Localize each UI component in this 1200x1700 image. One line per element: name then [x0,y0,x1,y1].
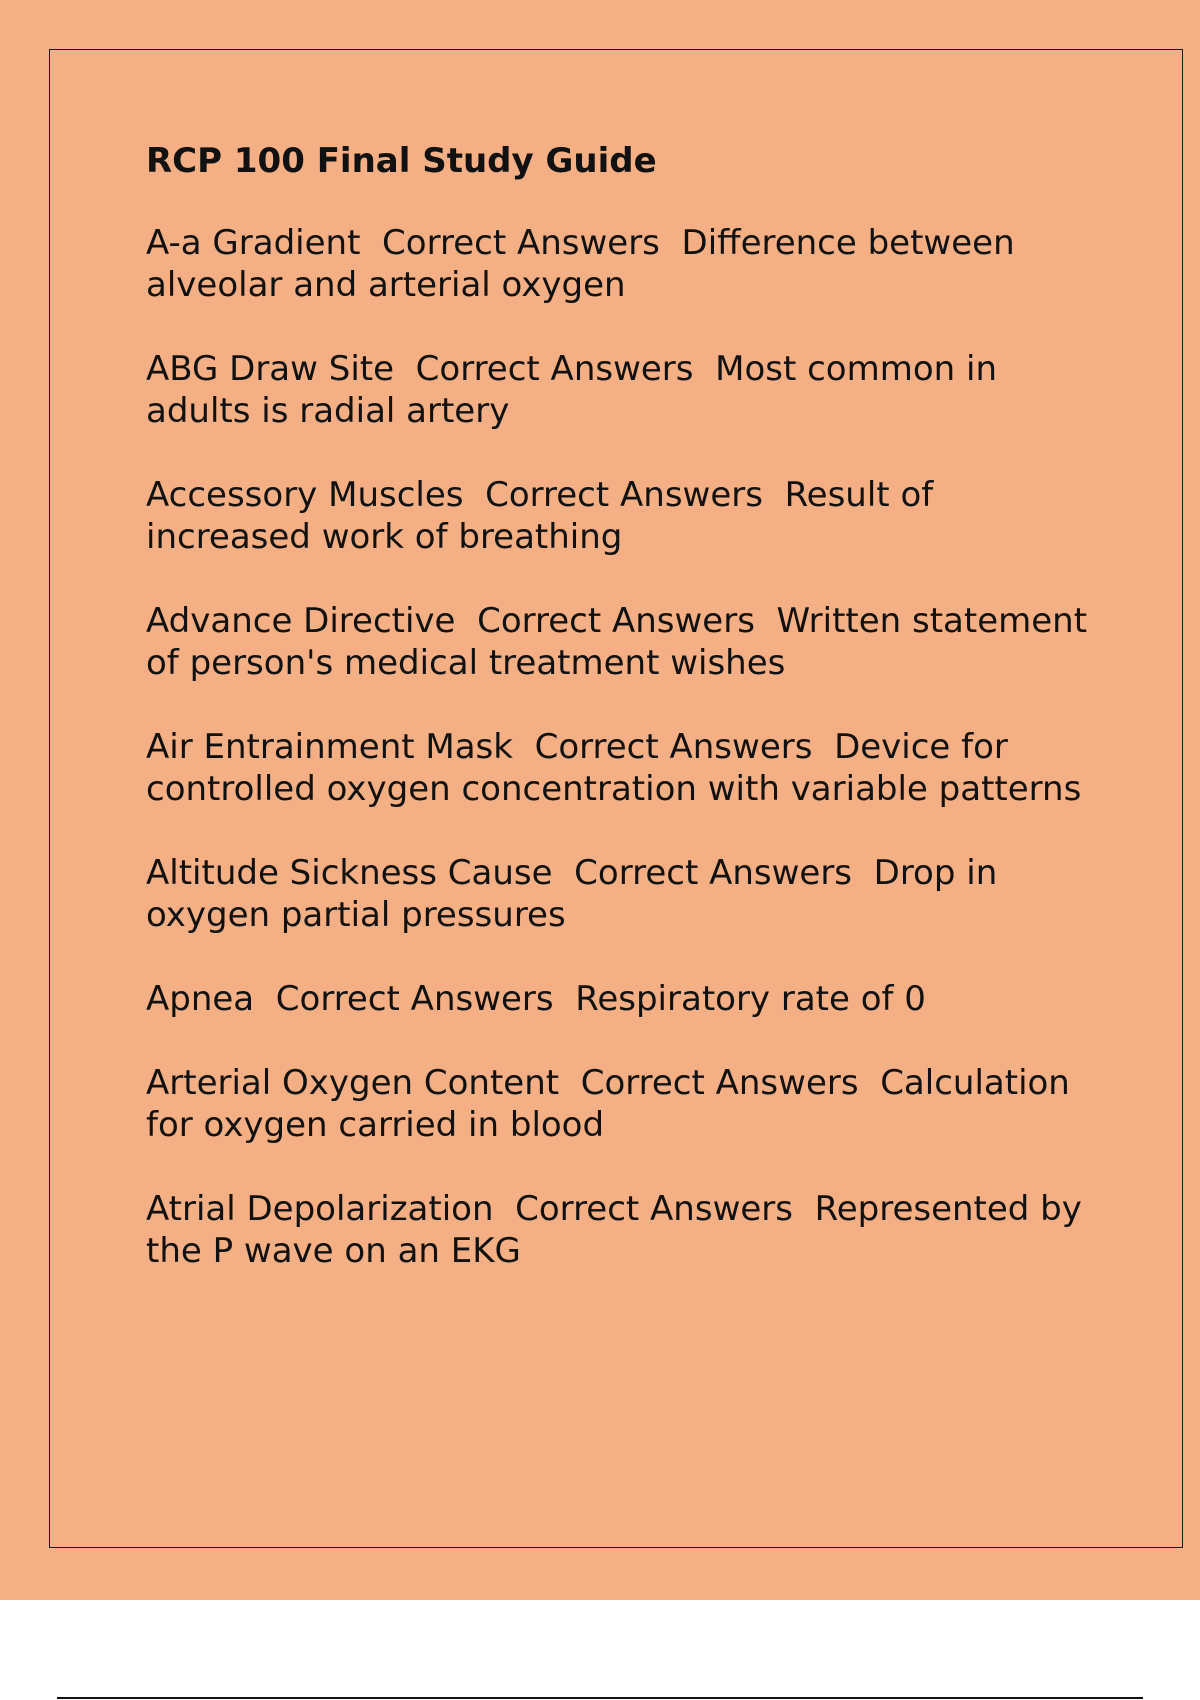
entry-arterial-oxygen-content [146,1062,1106,1146]
entry-altitude-sickness-cause [146,852,1106,936]
entry-definition: Device for controlled oxygen concentration with variable patterns [146,727,1082,809]
entry-apnea [146,978,1106,1020]
entry-separator: Correct Answers [382,223,660,263]
entry-atrial-depolarization [146,1188,1106,1272]
page-title: RCP 100 Final Study Guide [146,141,657,181]
entry-air-entrainment-mask [146,726,1106,810]
entry-separator: Correct Answers [574,853,853,893]
entry-definition: Calculation for oxygen carried in blood [146,1063,1070,1145]
entry-separator: Correct Answers [477,601,755,641]
entry-definition: Represented by the P wave on an EKG [146,1189,1082,1271]
entry-aa-gradient [146,222,1106,306]
entry-abg-draw-site [146,348,1106,432]
entry-term: Arterial Oxygen Content [146,1063,560,1103]
entry-definition: Most common in adults is radial artery [146,349,998,431]
entry-definition: Result of increased work of breathing [146,475,934,557]
entry-definition: Respiratory rate of 0 [575,979,926,1019]
study-guide-content [146,140,1106,1314]
entry-separator: Correct Answers [580,1063,859,1103]
entry-term: Altitude Sickness Cause [146,853,553,893]
entry-accessory-muscles [146,474,1106,558]
entry-definition: Difference between alveolar and arterial oxygen [146,223,1015,305]
entry-advance-directive [146,600,1106,684]
entry-separator: Correct Answers [415,349,694,389]
entry-term: Apnea [146,979,255,1019]
entry-term: Accessory Muscles [146,475,464,515]
entry-definition: Drop in oxygen partial pressures [146,853,998,935]
entry-definition: Written statement of person's medical treatment wishes [146,601,1088,683]
entry-separator: Correct Answers [515,1189,793,1229]
entry-separator: Correct Answers [534,727,813,767]
entry-term: Air Entrainment Mask [146,727,513,767]
entry-term: Advance Directive [146,601,456,641]
entry-separator: Correct Answers [485,475,763,515]
footer-rule [57,1697,1143,1699]
entry-term: Atrial Depolarization [146,1189,494,1229]
entry-term: ABG Draw Site [146,349,395,389]
entry-term: A-a Gradient [146,223,361,263]
entry-separator: Correct Answers [275,979,554,1019]
